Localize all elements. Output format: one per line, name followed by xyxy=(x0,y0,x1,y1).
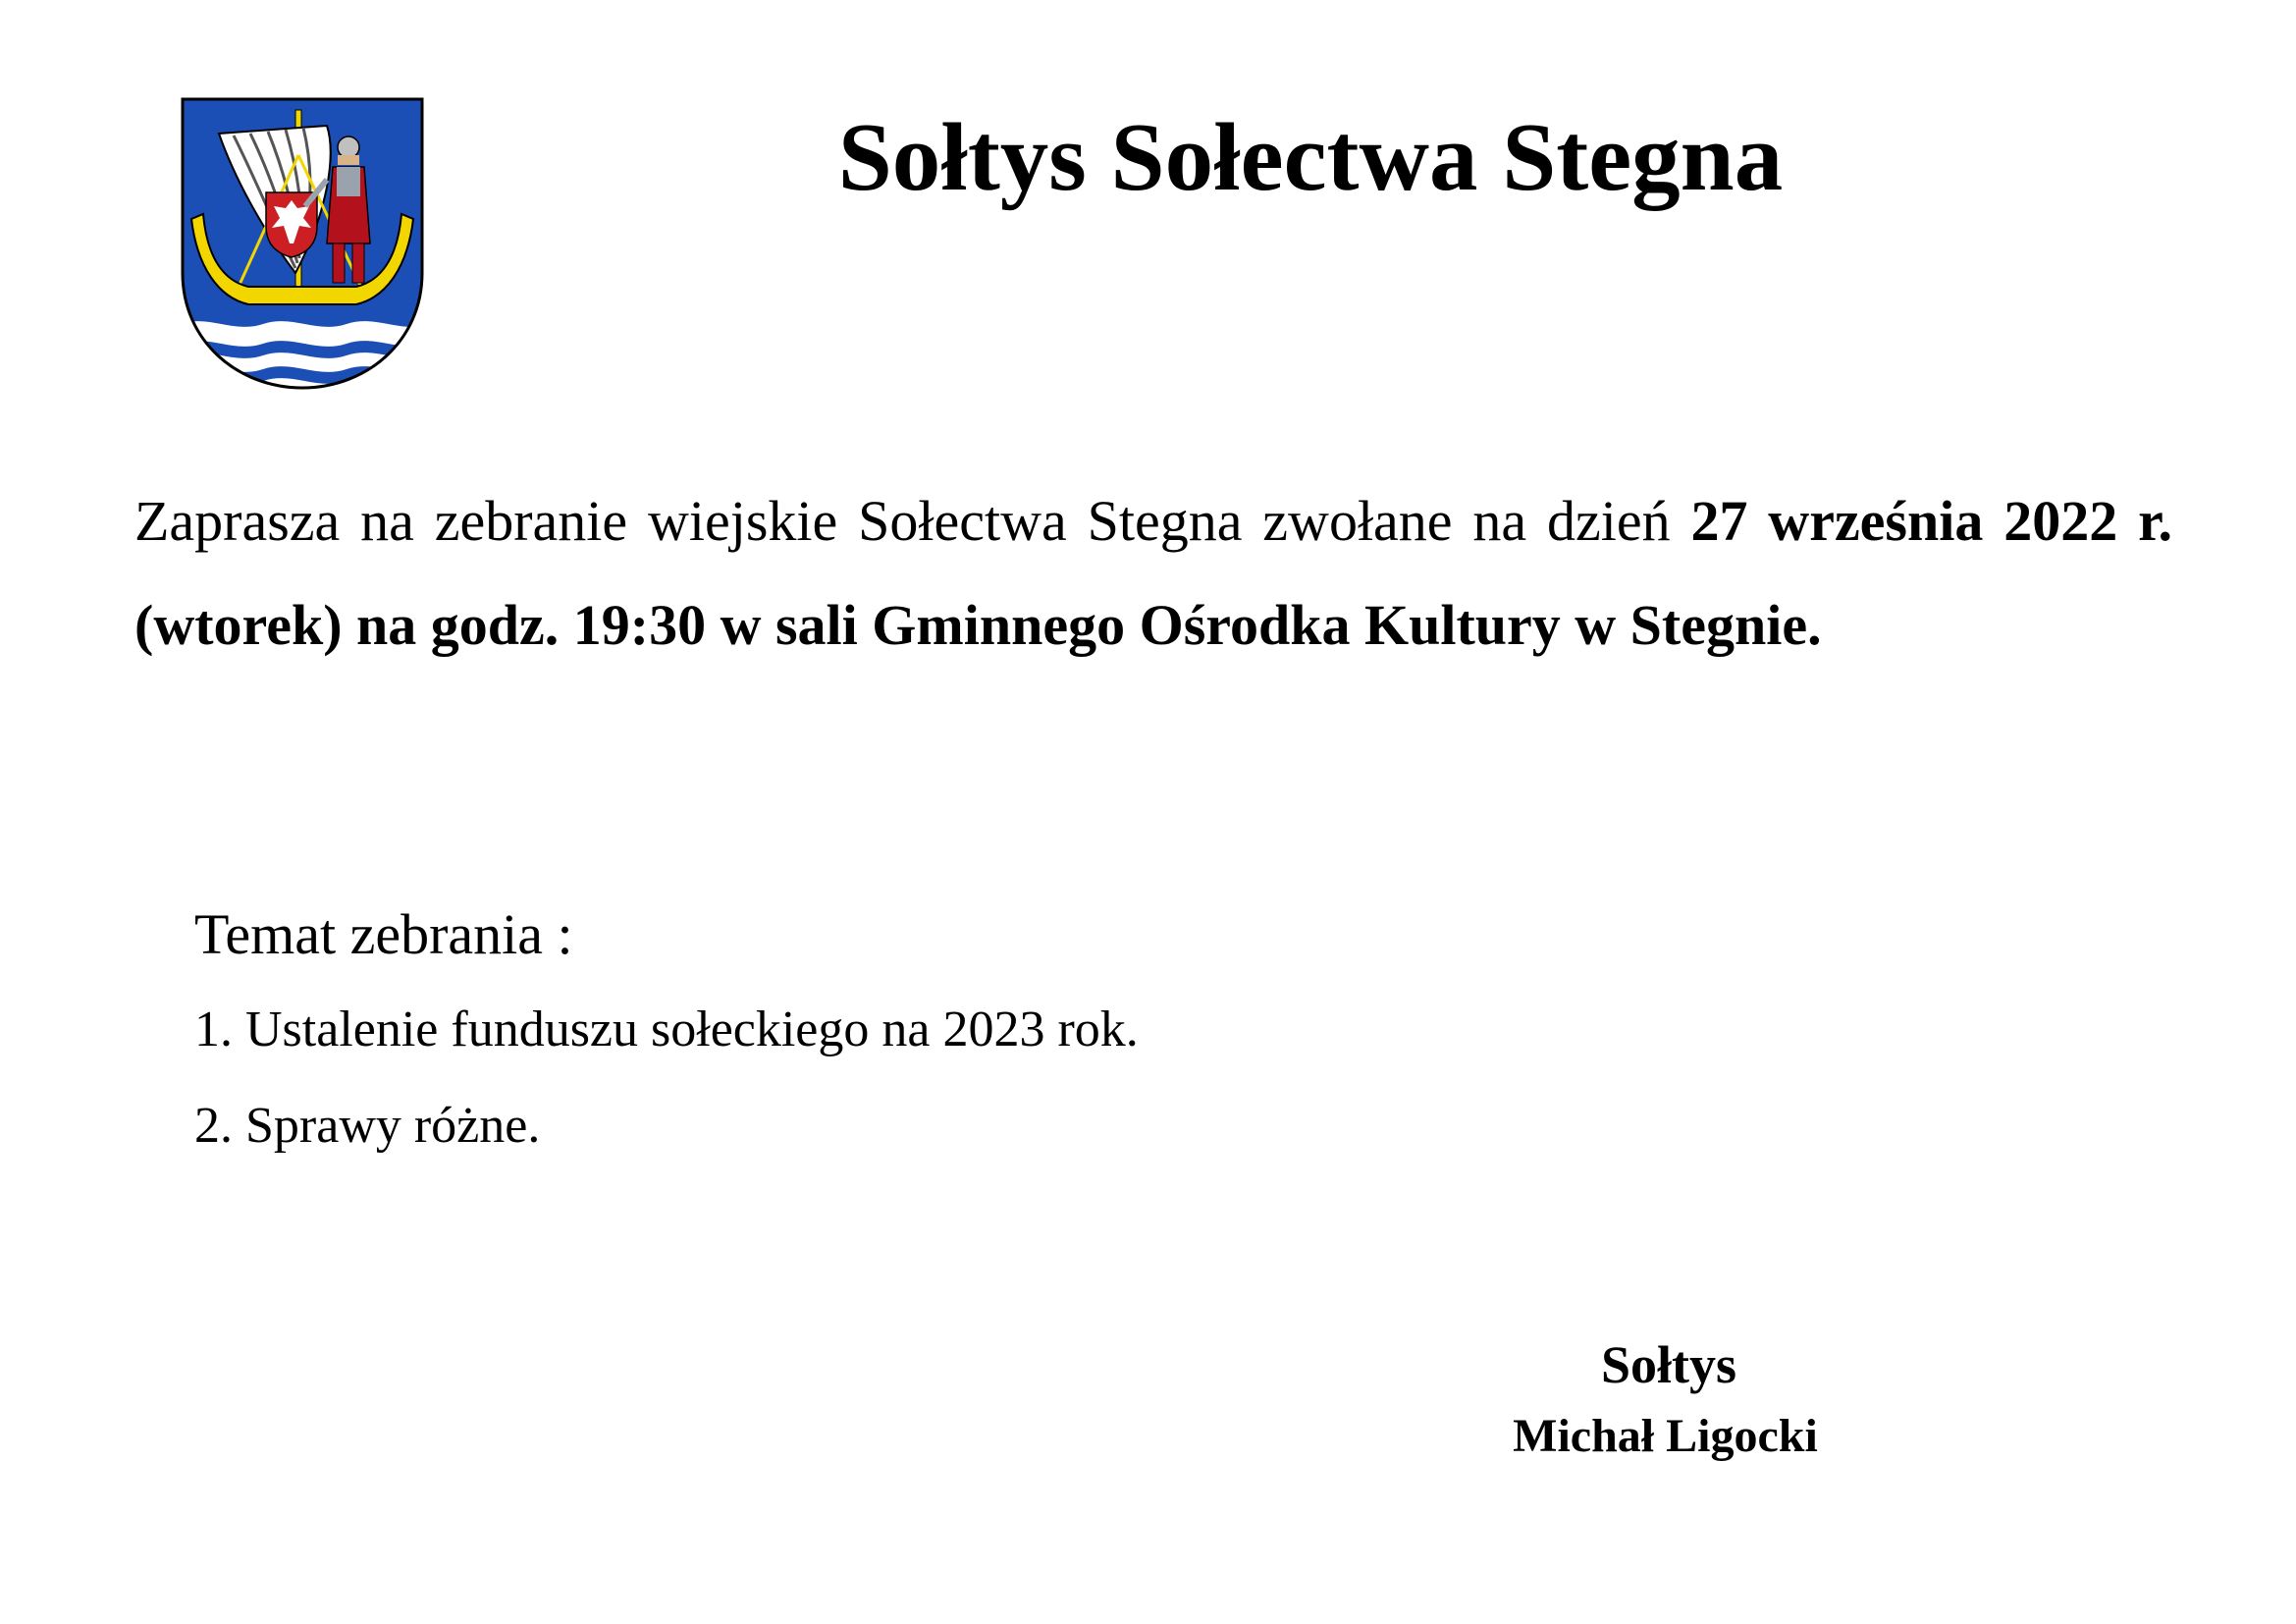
agenda-list xyxy=(194,1000,1139,1192)
signature-block xyxy=(1374,1327,1963,1471)
meeting-details: 27 września 2022 r. (wtorek) na godz. 19:30 w sali Gminnego Ośrodka Kultury w Stegnie. xyxy=(134,489,2172,657)
coat-of-arms-icon xyxy=(179,96,426,391)
invitation-paragraph xyxy=(134,469,2172,677)
agenda-heading: Temat zebrania : xyxy=(194,902,573,966)
signature-role: Sołtys xyxy=(1600,1335,1737,1394)
agenda-item: 2. Sprawy różne. xyxy=(194,1098,541,1154)
page-title: Sołtys Sołectwa Stegna xyxy=(837,104,1784,211)
invitation-intro: Zaprasza na zebranie wiejskie Sołectwa Stegna zwołane na dzień xyxy=(134,489,1671,553)
agenda-item: 1. Ustalenie funduszu sołeckiego na 2023 rok. xyxy=(194,1001,1139,1057)
signature-name: Michał Ligocki xyxy=(1513,1410,1818,1462)
